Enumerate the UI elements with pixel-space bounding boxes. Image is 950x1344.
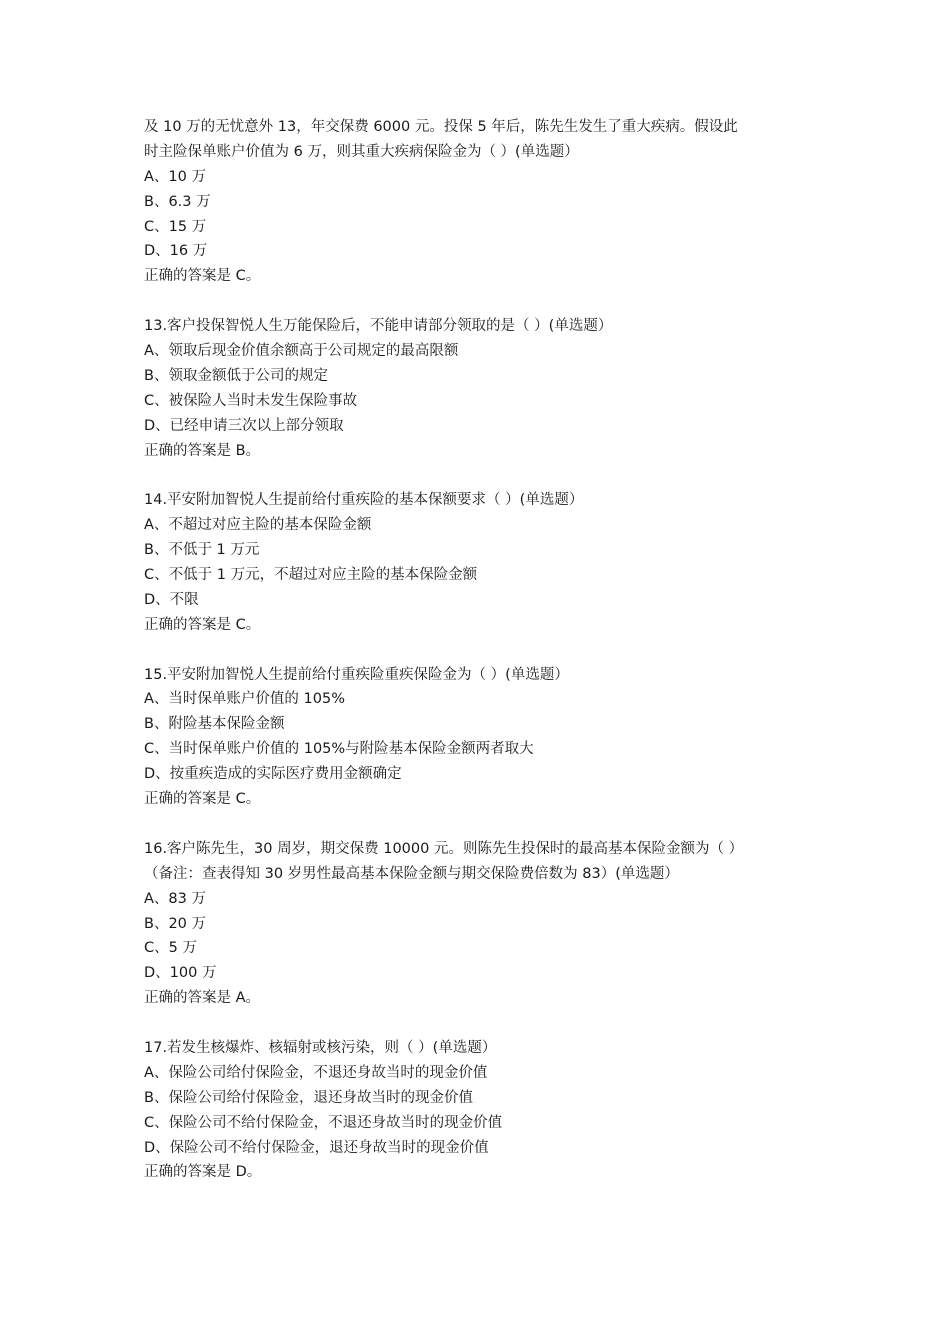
question-block-16 <box>144 837 824 1011</box>
option-b: B、6.3 万 <box>144 193 211 210</box>
option-c: C、当时保单账户价值的 105%与附险基本保险金额两者取大 <box>144 741 534 758</box>
question-text-line: （备注：查表得知 30 岁男性最高基本保险金额与期交保险费倍数为 83）(单选题） <box>144 865 679 882</box>
option-b: B、20 万 <box>144 915 207 932</box>
option-c: C、保险公司不给付保险金，不退还身故当时的现金价值 <box>144 1114 503 1131</box>
answer-line: 正确的答案是 A。 <box>144 990 261 1007</box>
option-d: D、16 万 <box>144 243 208 260</box>
option-c: C、被保险人当时未发生保险事故 <box>144 392 358 409</box>
option-a: A、不超过对应主险的基本保险金额 <box>144 517 372 534</box>
answer-line: 正确的答案是 C。 <box>144 791 261 808</box>
option-a: A、领取后现金价值余额高于公司规定的最高限额 <box>144 343 459 360</box>
spacer <box>144 463 824 488</box>
question-block-continuation <box>144 115 824 289</box>
option-c: C、15 万 <box>144 218 207 235</box>
option-d: D、已经申请三次以上部分领取 <box>144 417 344 434</box>
answer-line: 正确的答案是 B。 <box>144 442 261 459</box>
question-text-line: 及 10 万的无忧意外 13，年交保费 6000 元。投保 5 年后，陈先生发生了重大疾病。假设此 <box>144 119 738 135</box>
answer-line: 正确的答案是 D。 <box>144 1164 262 1181</box>
question-text-line: 14.平安附加智悦人生提前给付重疾险的基本保额要求（ ）(单选题） <box>144 492 584 509</box>
option-b: B、保险公司给付保险金，退还身故当时的现金价值 <box>144 1089 473 1106</box>
option-b: B、附险基本保险金额 <box>144 716 285 733</box>
question-block-17 <box>144 1036 824 1185</box>
answer-line: 正确的答案是 C。 <box>144 616 261 633</box>
spacer <box>144 812 824 837</box>
option-c: C、不低于 1 万元，不超过对应主险的基本保险金额 <box>144 567 478 584</box>
option-b: B、领取金额低于公司的规定 <box>144 367 328 384</box>
option-a: A、保险公司给付保险金，不退还身故当时的现金价值 <box>144 1064 488 1081</box>
question-block-14 <box>144 488 824 637</box>
option-b: B、不低于 1 万元 <box>144 542 260 559</box>
spacer <box>144 638 824 663</box>
question-text-line: 时主险保单账户价值为 6 万，则其重大疾病保险金为（ ）(单选题） <box>144 143 579 160</box>
option-a: A、当时保单账户价值的 105% <box>144 691 345 708</box>
document-page <box>144 115 824 1185</box>
option-d: D、按重疾造成的实际医疗费用金额确定 <box>144 766 402 783</box>
spacer <box>144 289 824 314</box>
question-text-line: 15.平安附加智悦人生提前给付重疾险重疾保险金为（ ）(单选题） <box>144 666 569 683</box>
option-c: C、5 万 <box>144 940 197 957</box>
option-d: D、保险公司不给付保险金，退还身故当时的现金价值 <box>144 1139 489 1156</box>
question-text-line: 13.客户投保智悦人生万能保险后，不能申请部分领取的是（ ）(单选题） <box>144 318 613 335</box>
question-block-15 <box>144 663 824 812</box>
option-a: A、10 万 <box>144 168 206 185</box>
spacer <box>144 1011 824 1036</box>
option-a: A、83 万 <box>144 890 206 907</box>
option-d: D、不限 <box>144 591 199 608</box>
question-text-line: 16.客户陈先生，30 周岁，期交保费 10000 元。则陈先生投保时的最高基本保险金额为（ ） <box>144 840 744 857</box>
question-block-13 <box>144 314 824 463</box>
question-text-line: 17.若发生核爆炸、核辐射或核污染，则（ ）(单选题） <box>144 1039 497 1056</box>
answer-line: 正确的答案是 C。 <box>144 268 261 285</box>
option-d: D、100 万 <box>144 965 217 982</box>
